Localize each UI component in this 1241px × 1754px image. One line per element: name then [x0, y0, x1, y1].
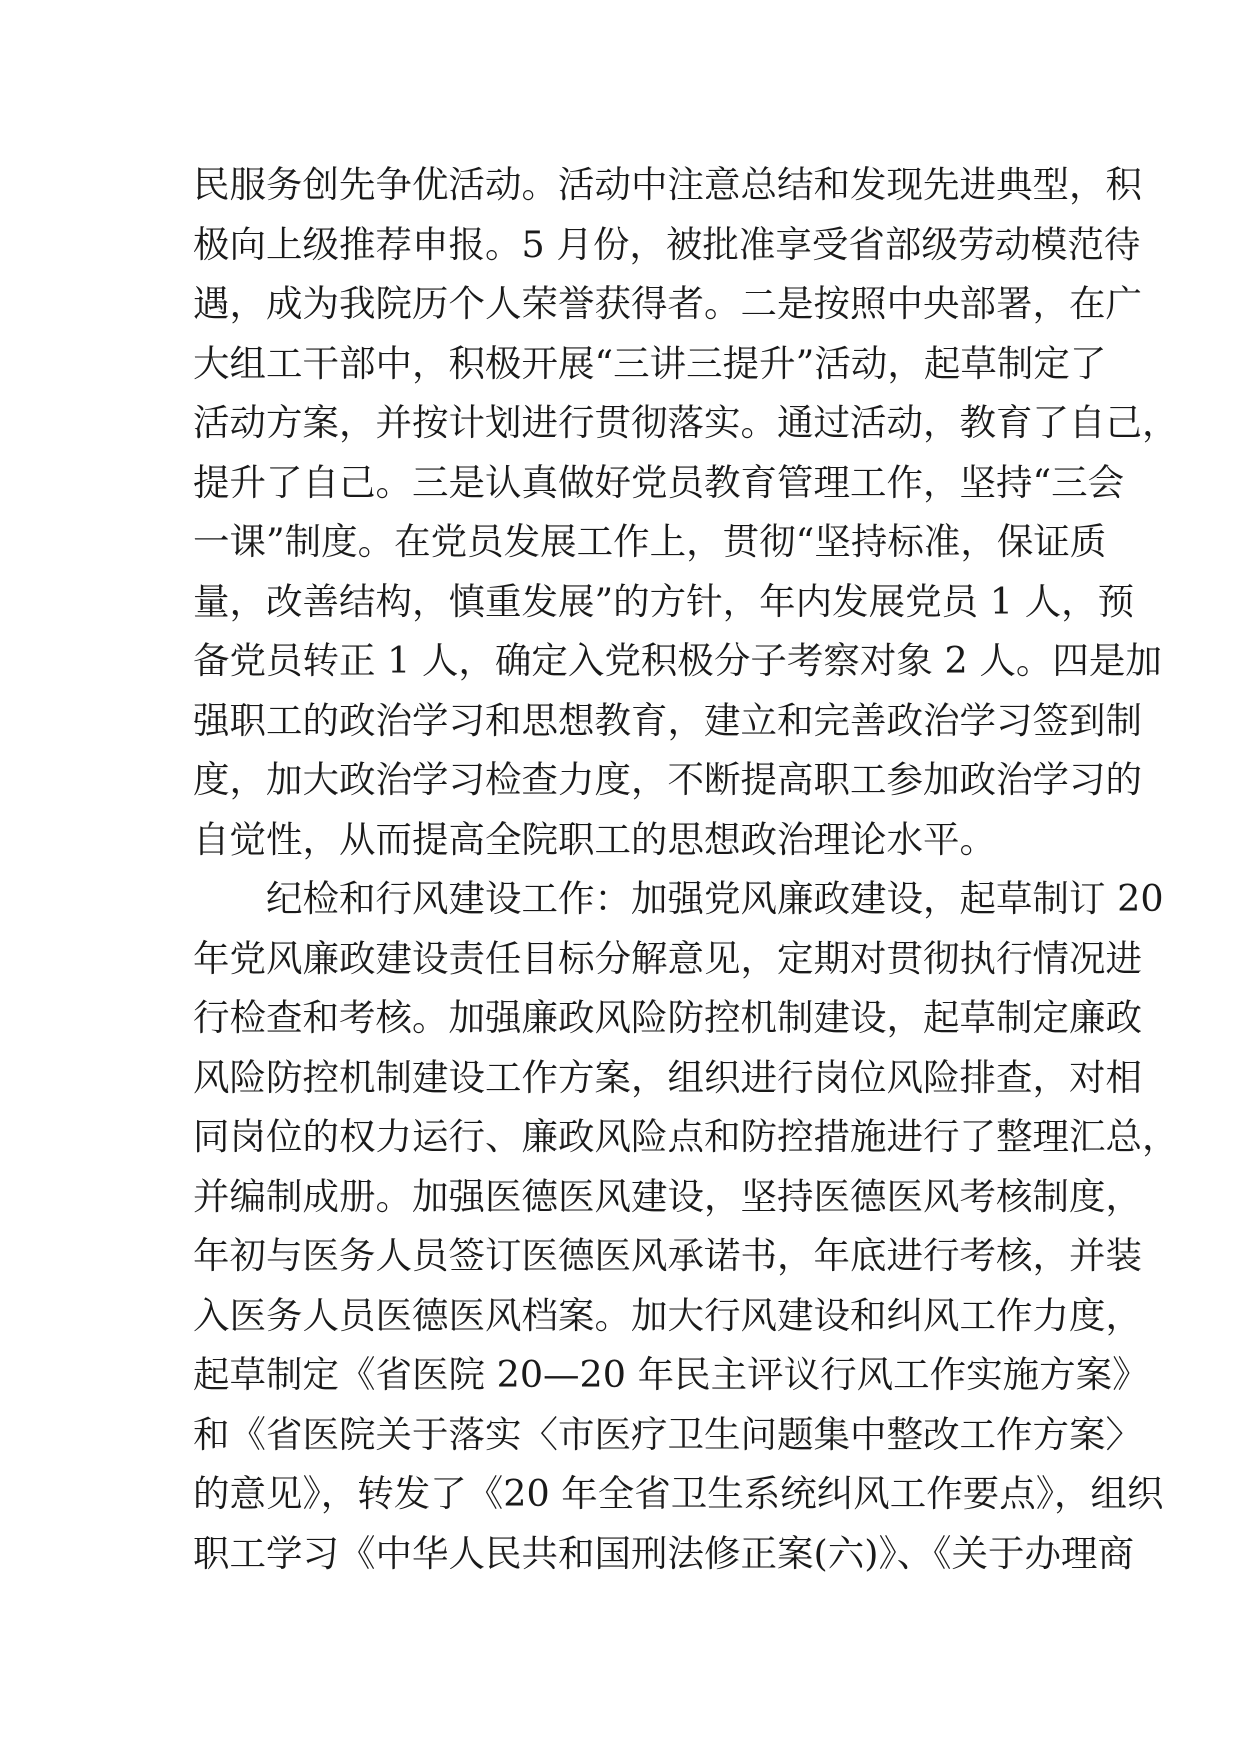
text-line: 入医务人员医德医风档案。加大行风建设和纠风工作力度，: [193, 1293, 1142, 1337]
text-line: 民服务创先争优活动。活动中注意总结和发现先进典型，积: [193, 163, 1142, 206]
text-line: 自觉性，从而提高全院职工的思想政治理论水平。: [193, 817, 996, 861]
text-line: 度，加大政治学习检查力度，不断提高职工参加政治学习的: [193, 758, 1142, 801]
text-line: 职工学习《中华人民共和国刑法修正案(六)》、《关于办理商: [193, 1531, 1134, 1575]
document-body: [193, 155, 1179, 1583]
paragraph-discipline-work: [193, 869, 1179, 1583]
text-line: 大组工干部中，积极开展“三讲三提升”活动，起草制定了: [193, 341, 1107, 385]
text-line: 同岗位的权力运行、廉政风险点和防控措施进行了整理汇总，: [193, 1115, 1179, 1158]
text-line: 极向上级推荐申报。5 月份，被批准享受省部级劳动模范待: [193, 222, 1141, 266]
text-line: 起草制定《省医院 20—20 年民主评议行风工作实施方案》: [193, 1353, 1149, 1396]
text-line: 量，改善结构，慎重发展”的方针，年内发展党员 1 人，预: [193, 579, 1135, 623]
text-line: 年党风廉政建设责任目标分解意见，定期对贯彻执行情况进: [193, 936, 1142, 980]
text-line: 行检查和考核。加强廉政风险防控机制建设，起草制定廉政: [193, 996, 1142, 1039]
text-line: 纪检和行风建设工作：加强党风廉政建设，起草制订 20: [266, 877, 1164, 920]
text-line: 年初与医务人员签订医德医风承诺书，年底进行考核，并装: [193, 1234, 1142, 1277]
text-line: 和《省医院关于落实〈市医疗卫生问题集中整改工作方案〉: [193, 1412, 1142, 1456]
paragraph-party-work: [193, 155, 1179, 869]
text-line: 风险防控机制建设工作方案，组织进行岗位风险排查，对相: [193, 1055, 1142, 1099]
text-line: 备党员转正 1 人，确定入党积极分子考察对象 2 人。四是加: [193, 639, 1162, 682]
text-line: 活动方案，并按计划进行贯彻落实。通过活动，教育了自己，: [193, 401, 1179, 444]
text-line: 强职工的政治学习和思想教育，建立和完善政治学习签到制: [193, 698, 1142, 742]
text-line: 遇，成为我院历个人荣誉获得者。二是按照中央部署，在广: [193, 282, 1142, 325]
text-line: 提升了自己。三是认真做好党员教育管理工作，坚持“三会: [193, 460, 1125, 504]
text-line: 并编制成册。加强医德医风建设，坚持医德医风考核制度，: [193, 1174, 1142, 1218]
text-line: 一课”制度。在党员发展工作上，贯彻“坚持标准，保证质: [193, 520, 1107, 563]
text-line: 的意见》，转发了《20 年全省卫生系统纠风工作要点》，组织: [193, 1472, 1164, 1515]
